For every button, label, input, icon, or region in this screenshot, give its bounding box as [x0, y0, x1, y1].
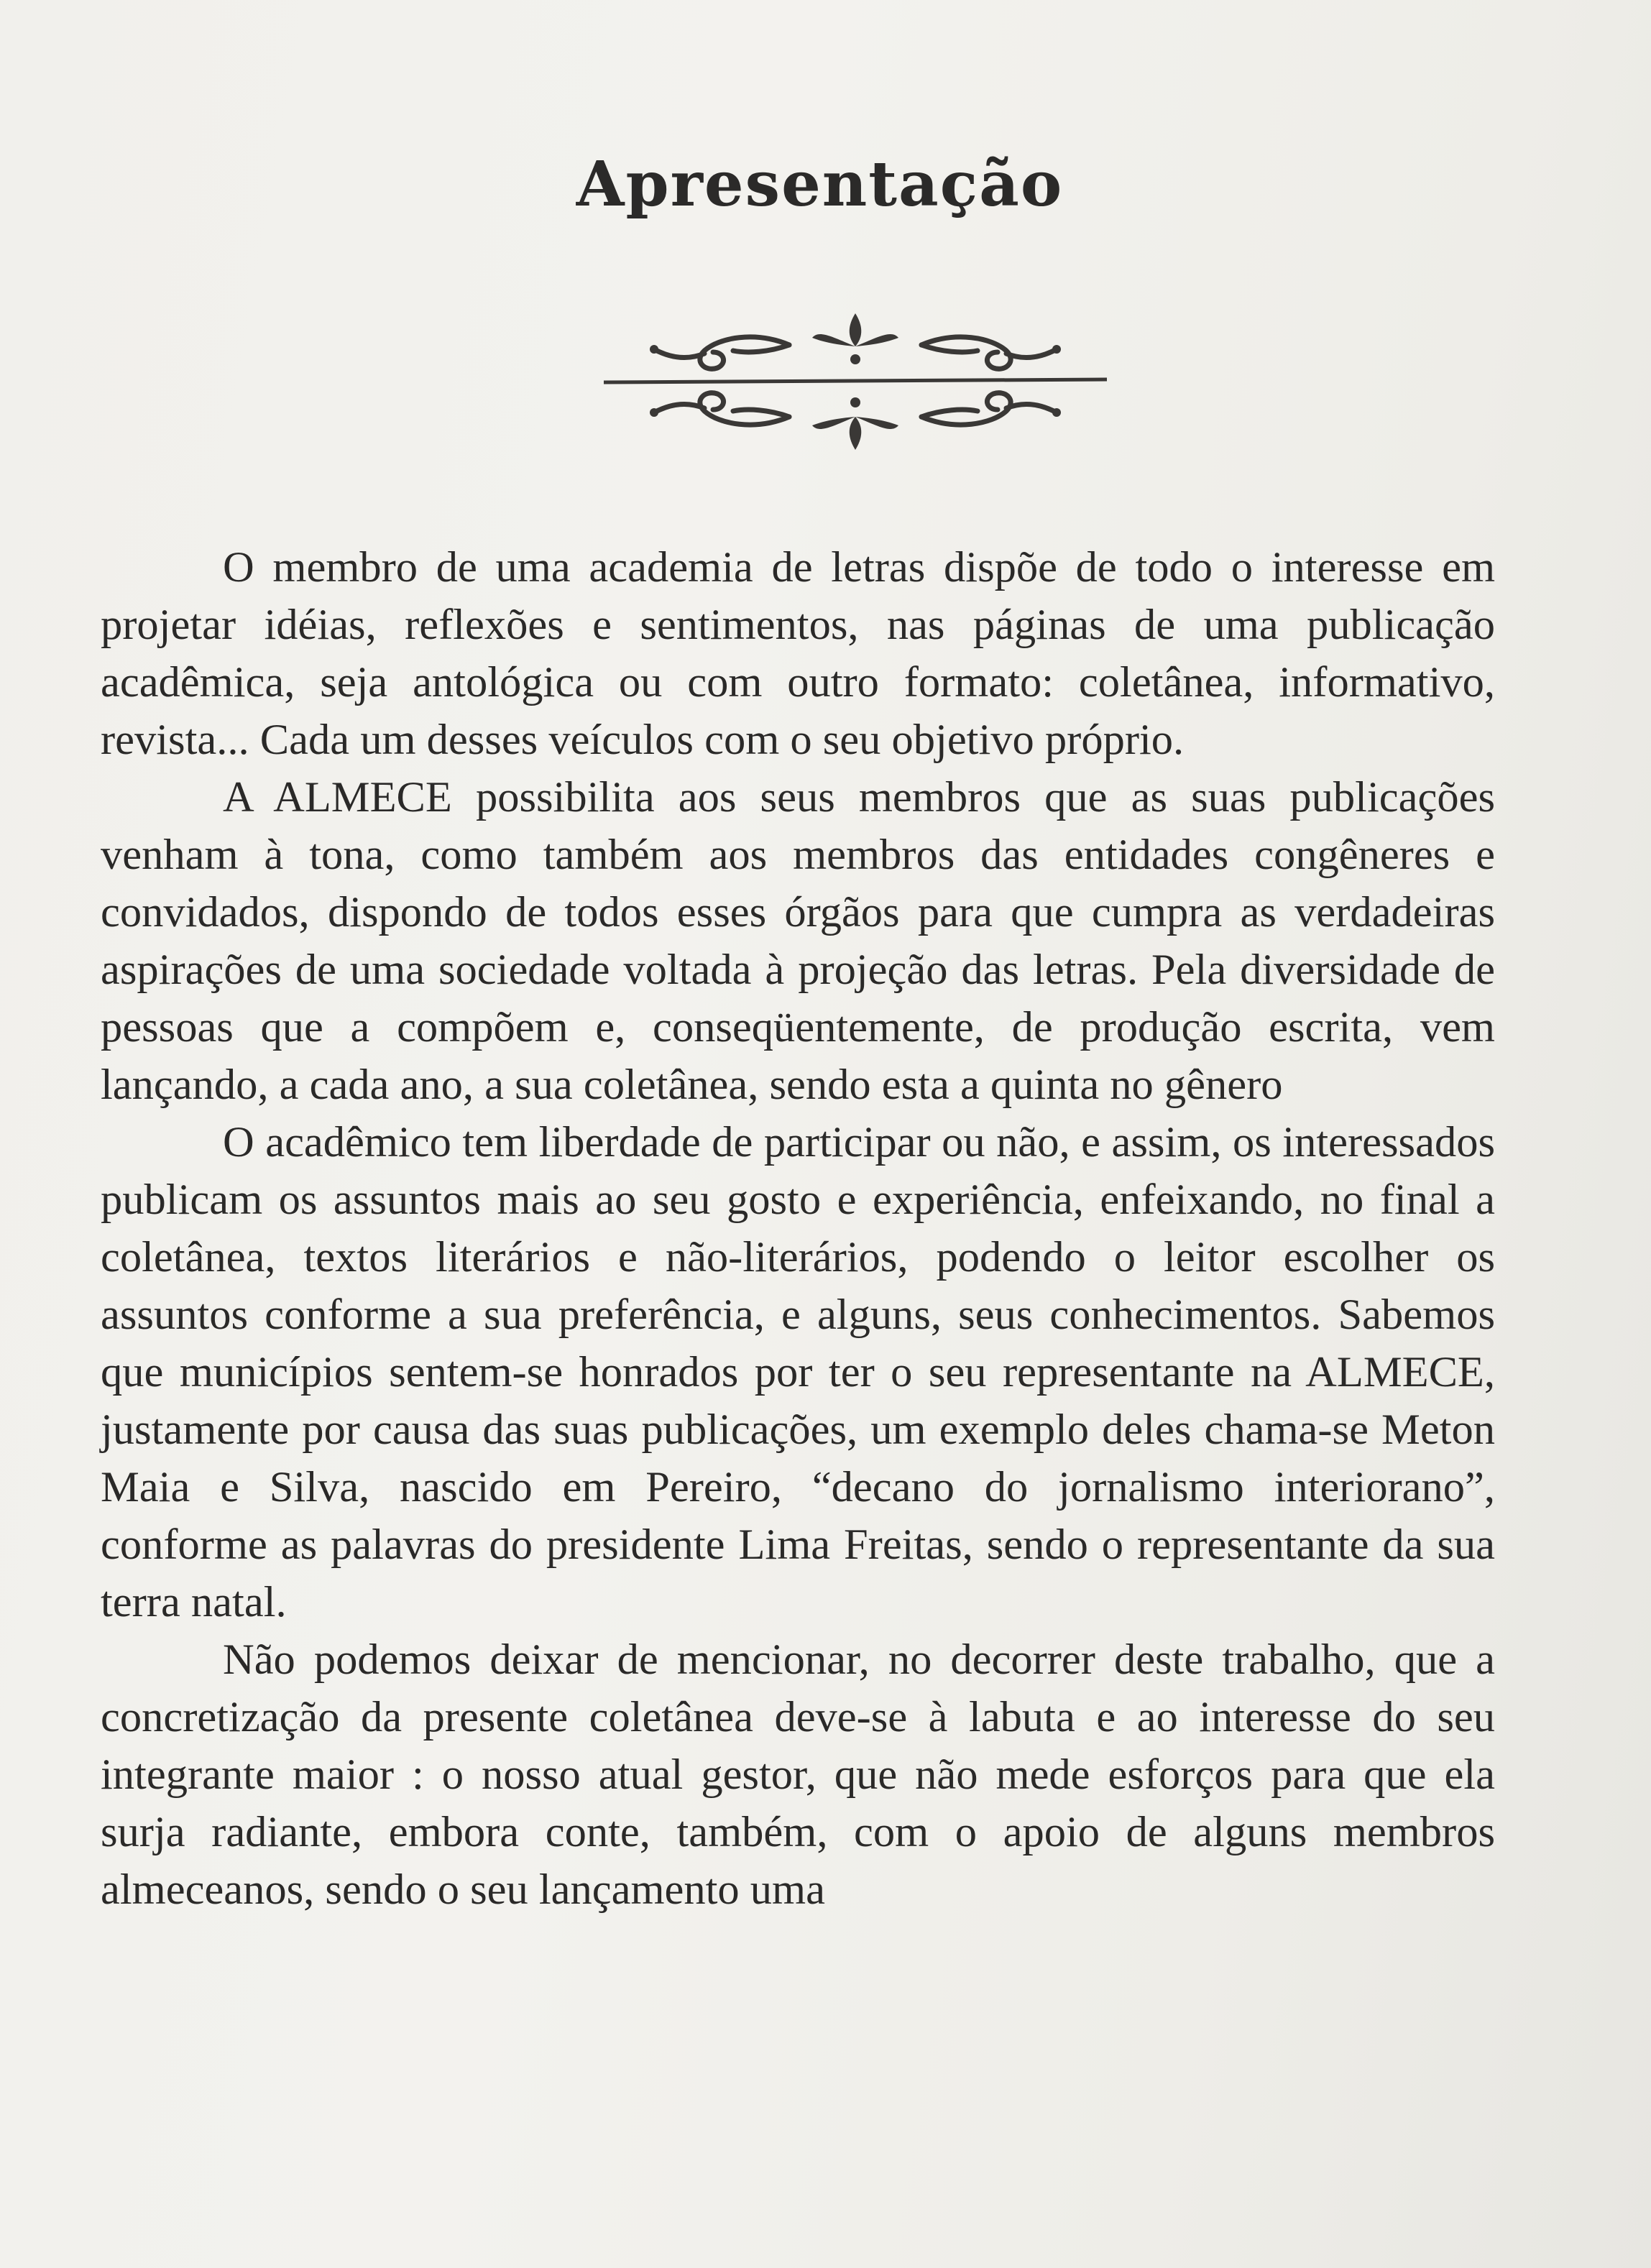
paragraph-4: Não podemos deixar de mencionar, no decorrer deste trabalho, que a concretização da presente coletânea deve-se à labuta e ao interesse do seu integrante maior : o nosso atual gestor, que não mede esforços para que ela surja radiante, embora conte, também, com o apoio de alguns membros almeceanos, sendo o seu lançamento uma: [101, 1636, 1495, 1914]
flourish-divider-icon: [604, 309, 1107, 460]
body-text: [101, 539, 1495, 1919]
paragraph-1: O membro de uma academia de letras dispõe de todo o interesse em projetar idéias, reflexões e sentimentos, nas páginas de uma publicação acadêmica, seja antológica ou com outro formato: coletânea, informativo, revista... Cada um desses veículos com o seu objetivo próprio.: [101, 543, 1495, 764]
paragraph-2: A ALMECE possibilita aos seus membros que as suas publicações venham à tona, como também aos membros das entidades congêneres e convidados, dispondo de todos esses órgãos para que cumpra as verdadeiras aspirações de uma sociedade voltada à projeção das letras. Pela diversidade de pessoas que a compõem e, conseqüentemente, de produção escrita, vem lançando, a cada ano, a sua coletânea, sendo esta a quinta no gênero: [101, 773, 1495, 1109]
paragraph-3: O acadêmico tem liberdade de participar ou não, e assim, os interessados publicam os assuntos mais ao seu gosto e experiência, enfeixando, no final a coletânea, textos literários e não-literários, podendo o leitor escolher os assuntos conforme a sua preferência, e alguns, seus conhecimentos. Sabemos que municípios sentem-se honrados por ter o seu representante na ALMECE, justamente por causa das suas publicações, um exemplo deles chama-se Meton Maia e Silva, nascido em Pereiro, “decano do jornalismo interiorano”, conforme as palavras do presidente Lima Freitas, sendo o representante da sua terra natal.: [101, 1118, 1495, 1626]
page-title: Apresentação: [576, 148, 1064, 221]
